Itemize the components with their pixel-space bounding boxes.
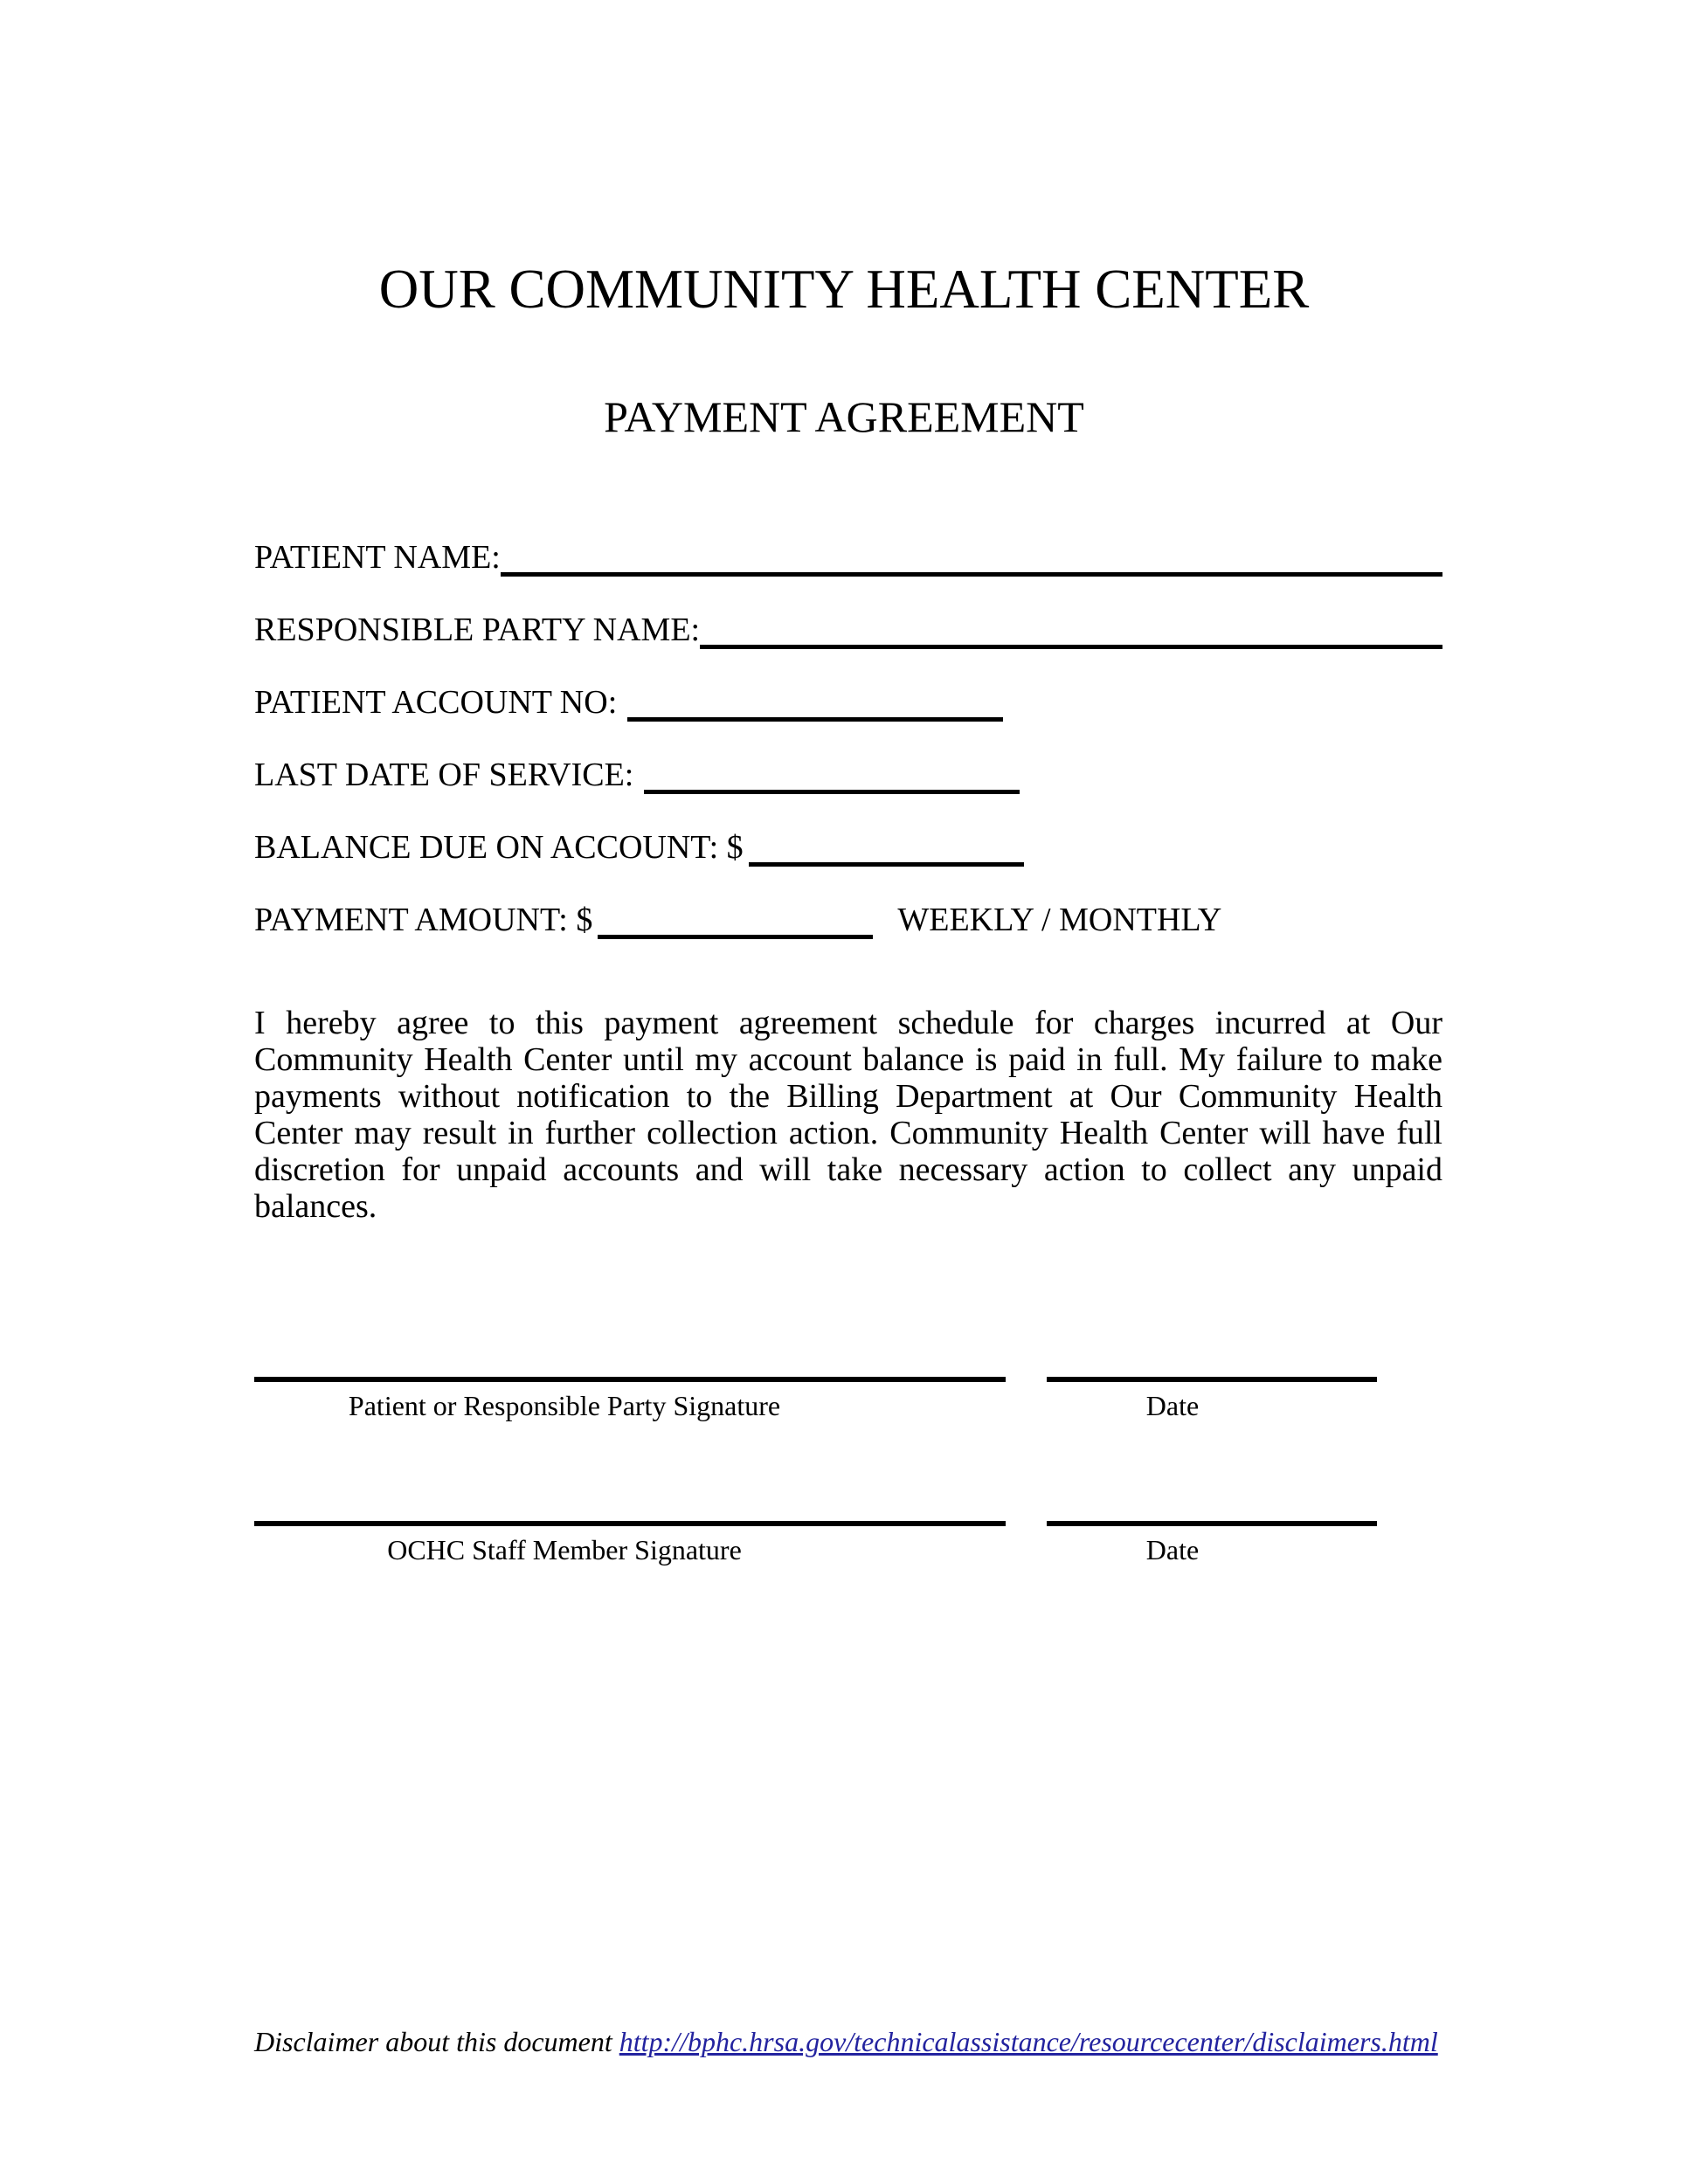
patient-name-label: PATIENT NAME: [254, 539, 501, 577]
patient-signature-date-label: Date [1145, 1390, 1200, 1421]
patient-name-fill-line[interactable] [501, 572, 1442, 577]
staff-signature-date-label: Date [1145, 1534, 1200, 1565]
patient-signature-date-line[interactable] [1047, 1344, 1377, 1382]
last-date-of-service-label: LAST DATE OF SERVICE: [254, 757, 634, 794]
staff-signature-date-line[interactable] [1047, 1488, 1377, 1526]
payment-amount-label: PAYMENT AMOUNT: $ [254, 902, 593, 939]
field-row-patient-name [254, 531, 1442, 577]
patient-account-no-fill-line[interactable] [627, 717, 1003, 722]
disclaimer-link[interactable]: http://bphc.hrsa.gov/technicalassistance/resourcecenter/disclaimers.html [619, 2026, 1438, 2057]
payment-frequency-label: WEEKLY / MONTHLY [897, 902, 1222, 939]
balance-due-fill-line[interactable] [749, 862, 1024, 867]
patient-signature-label-row [254, 1389, 1377, 1422]
patient-signature-line-row [254, 1344, 1377, 1382]
field-row-balance-due [254, 821, 1442, 867]
agreement-paragraph: I hereby agree to this payment agreement schedule for charges incurred at Our Community Health Center until my account balance is paid in full. My failure to make payments without notification to the Billing Department at Our Community Health Center may result in further collection action. Community Health Center will have full discretion for unpaid accounts and will take necessary action to collect any unpaid balances. [254, 1005, 1442, 1225]
staff-signature-line-row [254, 1488, 1377, 1526]
field-row-patient-account-no [254, 676, 1442, 722]
payment-amount-fill-line[interactable] [598, 935, 873, 939]
last-date-of-service-fill-line[interactable] [644, 790, 1020, 794]
disclaimer-text: Disclaimer about this document [254, 2026, 619, 2057]
document-subtitle: PAYMENT AGREEMENT [604, 392, 1084, 441]
patient-signature-label: Patient or Responsible Party Signature [348, 1390, 781, 1421]
document-title: OUR COMMUNITY HEALTH CENTER [378, 259, 1310, 320]
field-row-last-date-of-service [254, 749, 1442, 794]
responsible-party-name-fill-line[interactable] [700, 645, 1442, 649]
staff-signature-label: OCHC Staff Member Signature [387, 1534, 742, 1565]
staff-signature-label-row [254, 1533, 1377, 1566]
balance-due-label: BALANCE DUE ON ACCOUNT: $ [254, 829, 744, 867]
staff-signature-line[interactable] [254, 1488, 1006, 1526]
patient-account-no-label: PATIENT ACCOUNT NO: [254, 684, 618, 722]
responsible-party-name-label: RESPONSIBLE PARTY NAME: [254, 612, 701, 649]
form-fields-section [254, 531, 1442, 966]
disclaimer-footer [254, 2025, 1442, 2058]
field-row-payment-amount [254, 894, 1442, 939]
patient-signature-line[interactable] [254, 1344, 1006, 1382]
field-row-responsible-party-name [254, 604, 1442, 649]
